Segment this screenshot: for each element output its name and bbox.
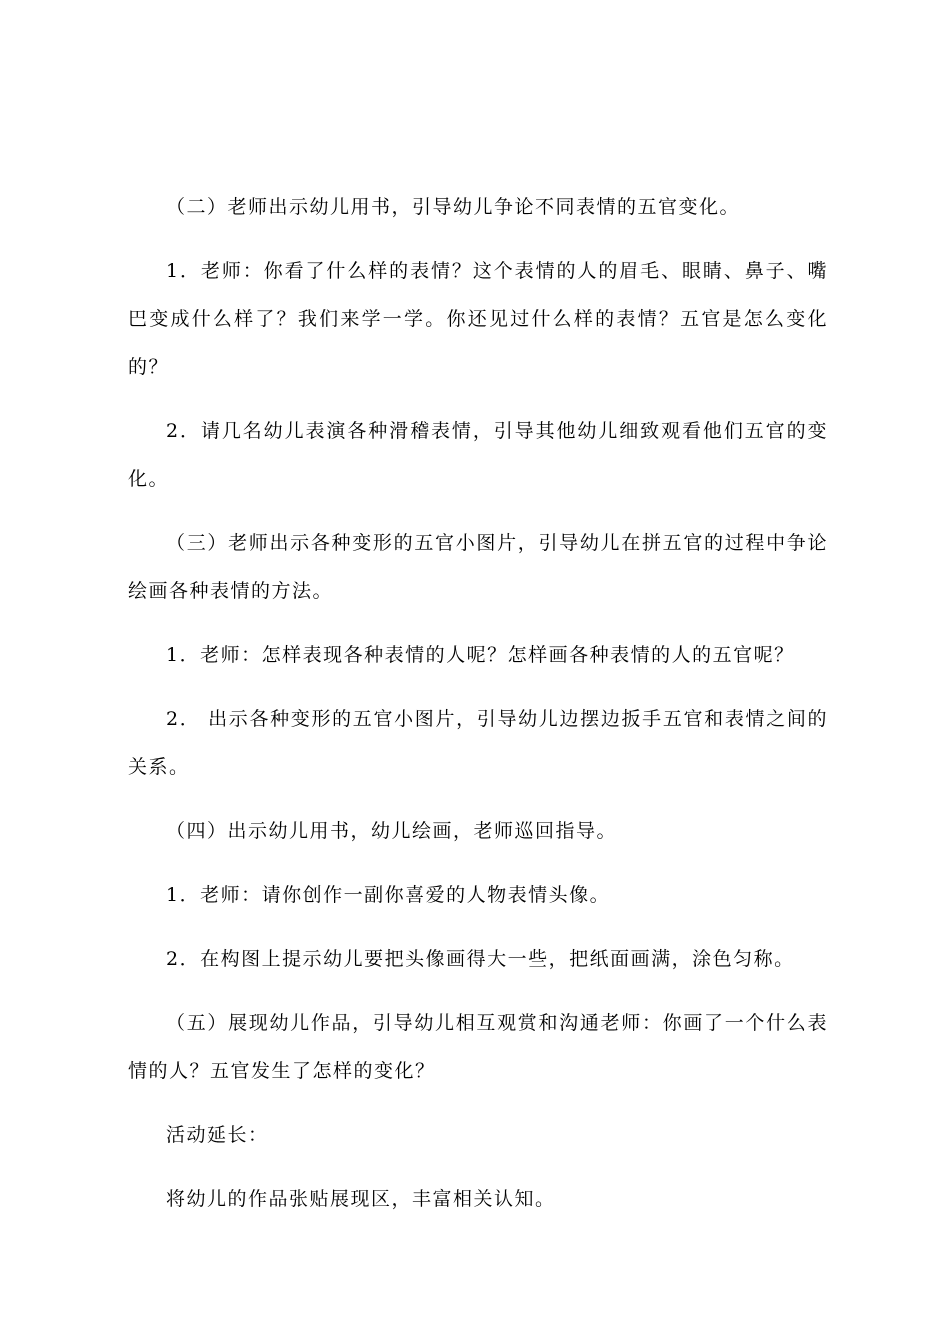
- section-heading-3: （三）老师出示各种变形的五官小图片，引导幼儿在拼五官的过程中争论绘画各种表情的方法。: [128, 532, 828, 602]
- activity-extension-label: 活动延长：: [166, 1124, 269, 1146]
- list-item: 1．老师：请你创作一副你喜爱的人物表情头像。: [166, 884, 611, 906]
- activity-extension-text: 将幼儿的作品张贴展现区，丰富相关认知。: [166, 1188, 556, 1210]
- list-item: 2．在构图上提示幼儿要把头像画得大一些，把纸面画满，涂色匀称。: [166, 948, 795, 970]
- section-heading-5: （五）展现幼儿作品，引导幼儿相互观赏和沟通老师：你画了一个什么表情的人？五官发生了怎样的变化？: [128, 1012, 828, 1082]
- section-heading-2: （二）老师出示幼儿用书，引导幼儿争论不同表情的五官变化。: [166, 196, 741, 218]
- list-item: 2． 出示各种变形的五官小图片，引导幼儿边摆边扳手五官和表情之间的关系。: [128, 708, 828, 778]
- list-item: 1．老师：怎样表现各种表情的人呢？怎样画各种表情的人的五官呢？: [166, 644, 795, 666]
- section-heading-4: （四）出示幼儿用书，幼儿绘画，老师巡回指导。: [166, 820, 618, 842]
- list-item: 1．老师：你看了什么样的表情？这个表情的人的眉毛、眼睛、鼻子、嘴巴变成什么样了？我们来学一学。你还见过什么样的表情？五官是怎么变化的？: [128, 260, 828, 378]
- document-body: [128, 183, 828, 1239]
- list-item: 2．请几名幼儿表演各种滑稽表情，引导其他幼儿细致观看他们五官的变化。: [128, 420, 828, 490]
